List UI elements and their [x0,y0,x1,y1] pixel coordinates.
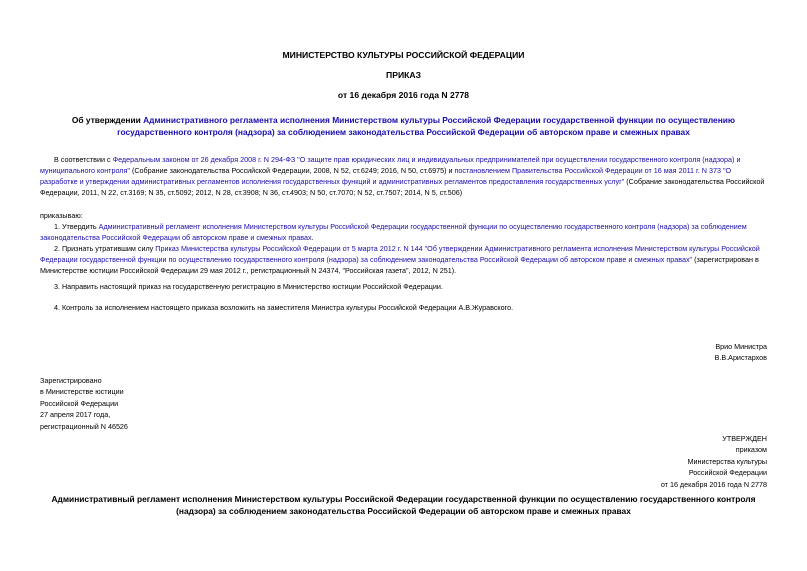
order-title-prefix: Об утверждении [71,115,144,125]
item-1-text: 1. Утвердить [54,222,99,231]
preamble-text-1: В соответствии с [54,155,113,164]
preamble-paragraph [40,154,768,198]
item-2-link[interactable]: Приказ Министерства культуры Российской Федерации от 5 марта 2012 г. N 144 "Об утверждении Административного регламента исполнения Министерством культуры Российской Федерации государственной функции по осуществлению государственного контроля (надзора) за соблюдением законодательства Российской Федерации об авторском праве и смежных правах" [40,244,760,264]
approved-line-2: приказом [735,445,767,455]
signature-position: Врио Министра [715,342,767,351]
orders-word: приказываю: [40,211,83,220]
item-1-link[interactable]: Административный регламент исполнения Министерством культуры Российской Федерации государственной функции по осуществлению государственного контроля (надзора) за соблюдением законодательства Российской Федерации об авторском праве и смежных правах [40,222,747,242]
registration-line-1: Зарегистрировано [40,376,102,385]
signature-block [715,341,767,364]
approved-line-5: от 16 декабря 2016 года N 2778 [660,479,767,489]
item-2-text: 2. Признать утратившим силу [54,244,156,253]
registration-line-5: регистрационный N 46526 [40,421,128,431]
item-3: 3. Направить настоящий приказ на государственную регистрацию в Министерство юстиции Российской Федерации. [54,282,443,291]
item-4: 4. Контроль за исполнением настоящего приказа возложить на заместителя Министра культуры Российской Федерации А.В.Журавского. [54,303,514,312]
registration-line-4: 27 апреля 2017 года, [40,410,111,420]
order-date: от 16 декабря 2016 года N 2778 [337,90,470,100]
approved-line-1: УТВЕРЖДЕН [722,434,767,443]
approved-block [661,433,767,490]
preamble-text-3: (Собрание законодательства Российской Федерации, 2011, N 22, ст.3169; N 35, ст.5092; 2012, N 28, ст.3908; N 36, ст.4903; N 50, ст.7070; N 52, ст.7507; 2014, N 5, ст.506) [40,177,765,197]
item-1 [40,221,768,243]
approved-line-3: Министерства культуры [687,456,767,466]
registration-block [40,375,128,432]
item-2-end: (зарегистрирован в Министерстве юстиции Российской Федерации 29 мая 2012 г., регистрационный N 24374, "Российская газета", 2012, N 251). [40,255,759,275]
item-1-end: . [311,233,314,242]
government-decree-link[interactable]: постановлением Правительства Российской Федерации от 16 мая 2011 г. N 373 "О разработке и утверждении административных регламентов исполнения государственных функций и административных регламентов предоставления государственных услуг" [40,166,732,186]
federal-law-link[interactable]: Федеральным законом от 26 декабря 2008 г. N 294-ФЗ "О защите прав юридических лиц и индивидуальных предпринимателей при осуществлении государственного контроля (надзора) и муниципального контроля" [40,155,741,175]
regulation-link[interactable]: Административного регламента исполнения Министерством культуры Российской Федерации государственной функции по осуществлению государственного контроля (надзора) за соблюдением законодательства Российской Федерации об авторском праве и смежных правах [117,115,736,137]
signature-name: В.В.Аристархов [714,353,767,363]
preamble-text-2: (Собрание законодательства Российской Федерации, 2008, N 52, ст.6249; 2016, N 50, ст.6975) и [129,166,455,175]
registration-line-2: в Министерстве юстиции [40,387,124,397]
order-heading: ПРИКАЗ [386,70,421,80]
ministry-heading: МИНИСТЕРСТВО КУЛЬТУРЫ РОССИЙСКОЙ ФЕДЕРАЦИИ [282,50,525,60]
item-2 [40,243,768,276]
registration-line-3: Российской Федерации [40,398,119,408]
approved-line-4: Российской Федерации [688,468,767,478]
regulation-title: Административный регламент исполнения Министерством культуры Российской Федерации государственной функции по осуществлению государственного контроля (надзора) за соблюдением законодательства Российской Федерации об авторском праве и смежных правах [51,494,756,516]
order-title [40,114,767,138]
